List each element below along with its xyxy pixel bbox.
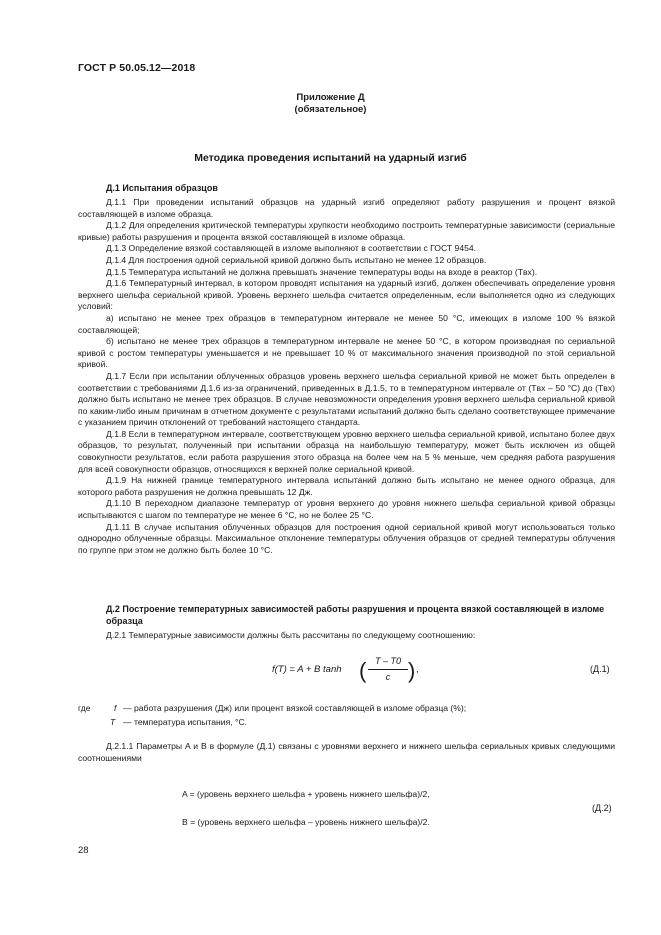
formula-paren-left: ( <box>359 658 367 683</box>
formula-d1 <box>272 656 419 688</box>
paragraph: Д.2.1 Температурные зависимости должны быть рассчитаны по следующему соотношению: <box>106 630 476 640</box>
paragraph: Д.1.2 Для определения критической температуры хрупкости необходимо построить температурные зависимости (сериальные кривые) работы разрушения и процента вязкой составляющей в изломе образца. <box>78 220 615 242</box>
where-label: где <box>78 703 91 713</box>
section2-params <box>78 741 615 764</box>
paragraph: Д.1.7 Если при испытании облученных образцов уровень верхнего шельфа сериальной кривой не может быть определен в соответствии с требованиями Д.1.6 из-за ограничений, приведенных в Д.1.5, то в температурном интервале от (Tвх – 50 °С) до (Tвх) должно быть испытано не менее трех образцов. В случае невозможности определения уровня верхнего шельфа сериальной кривой по каким-либо иным причинам в отчетном документе с результатами испытаний должно быть сделано соответствующее примечание с указанием причин отклонений от требований настоящего стандарта. <box>78 370 615 428</box>
paragraph: Д.2.1.1 Параметры A и B в формуле (Д.1) связаны с уровнями верхнего и нижнего шельфа сериальных кривых следующими соотношениями <box>78 741 615 763</box>
section1-body <box>78 197 615 556</box>
appendix-title: Приложение Д <box>296 92 365 103</box>
document-header: ГОСТ Р 50.05.12—2018 <box>78 62 196 74</box>
def-symbol: f <box>114 703 117 713</box>
formula-paren-right: ) <box>408 658 416 683</box>
paragraph: Д.1.11 В случае испытания облученных образцов для построения одной сериальной кривой могут использоваться только однородно облученные образцы. Максимальное отклонение температуры облучения образцов от средней температуры облучения по группе при этом не должно быть более 10 °С. <box>78 521 615 555</box>
paragraph: а) испытано не менее трех образцов в температурном интервале не менее 50 °С, имеющих в изломе 100 % вязкой составляющей; <box>78 312 615 335</box>
equation-b: B = (уровень верхнего шельфа – уровень нижнего шельфа)/2. <box>182 817 430 827</box>
formula-lhs: f(T) = A + B tanh <box>272 664 342 675</box>
formula-comma: , <box>416 664 419 675</box>
paragraph: Д.1.6 Температурный интервал, в котором проводят испытания на ударный изгиб, должен обеспечивать определение уровня верхнего шельфа сериальной кривой. Уровень верхнего шельфа считается определенным, если выполняется одно из следующих условий: <box>78 278 615 312</box>
section2-intro <box>78 630 615 642</box>
paragraph: Д.1.1 При проведении испытаний образцов на ударный изгиб определяют работу разрушения и процент вязкой составляющей в изломе образца. <box>78 197 615 219</box>
paragraph: Д.1.10 В переходном диапазоне температур от уровня верхнего до уровня нижнего шельфа сериальной кривой образцы испытываются с шагом по температуре не менее 6 °С, но не более 25 °С. <box>78 498 615 521</box>
paragraph: Д.1.3 Определение вязкой составляющей в изломе выполняют в соответствии с ГОСТ 9454. <box>106 243 477 254</box>
formula-numerator: T – T0 <box>374 656 401 666</box>
paragraph: Д.1.4 Для построения одной сериальной кривой должно быть испытано не менее 12 образцов. <box>106 254 487 265</box>
formula-denominator: c <box>385 672 391 682</box>
section2-heading: Д.2 Построение температурных зависимостей работы разрушения и процента вязкой составляющей в изломе образца <box>106 604 605 626</box>
page-number: 28 <box>78 845 89 856</box>
def-symbol: T <box>110 717 116 727</box>
paragraph: Д.1.8 Если в температурном интервале, соответствующем уровню верхнего шельфа сериальной кривой, испытано более двух образцов, то результат, полученный при испытании образца на наибольшую температуру, может быть исключен из общей совокупности результатов, если работа разрушения этого образца на более чем на 5 % меньше, чем средняя работа разрушения для всей совокупности образцов, относящихся к верхней полке сериальной кривой. <box>78 428 615 474</box>
equation-a: A = (уровень верхнего шельфа + уровень нижнего шельфа)/2, <box>182 789 430 799</box>
appendix-status: (обязательное) <box>294 104 367 115</box>
paragraph: Д.1.9 На нижней границе температурного интервала испытаний должно быть испытано не менее одного образца, для которого работа разрушения не должна превышать 12 Дж. <box>78 475 615 497</box>
paragraph: б) испытано не менее трех образцов в температурном интервале не менее 50 °С, в котором производная по сериальной кривой с ростом температуры уменьшается и не превышает 10 % от максимального значения производной по этой сериальной кривой. <box>78 336 615 370</box>
section1-heading: Д.1 Испытания образцов <box>106 183 218 193</box>
equation-number: (Д.2) <box>592 803 612 813</box>
def-text: — работа разрушения (Дж) или процент вязкой составляющей в изломе образца (%); <box>123 703 467 713</box>
def-text: — температура испытания, °С. <box>123 717 248 727</box>
formula-number: (Д.1) <box>590 664 610 674</box>
page-title: Методика проведения испытаний на ударный изгиб <box>194 152 467 164</box>
paragraph: Д.1.5 Температура испытаний не должна превышать значение температуры воды на входе в реактор (Tвх). <box>106 266 538 277</box>
fraction-bar <box>368 669 408 670</box>
